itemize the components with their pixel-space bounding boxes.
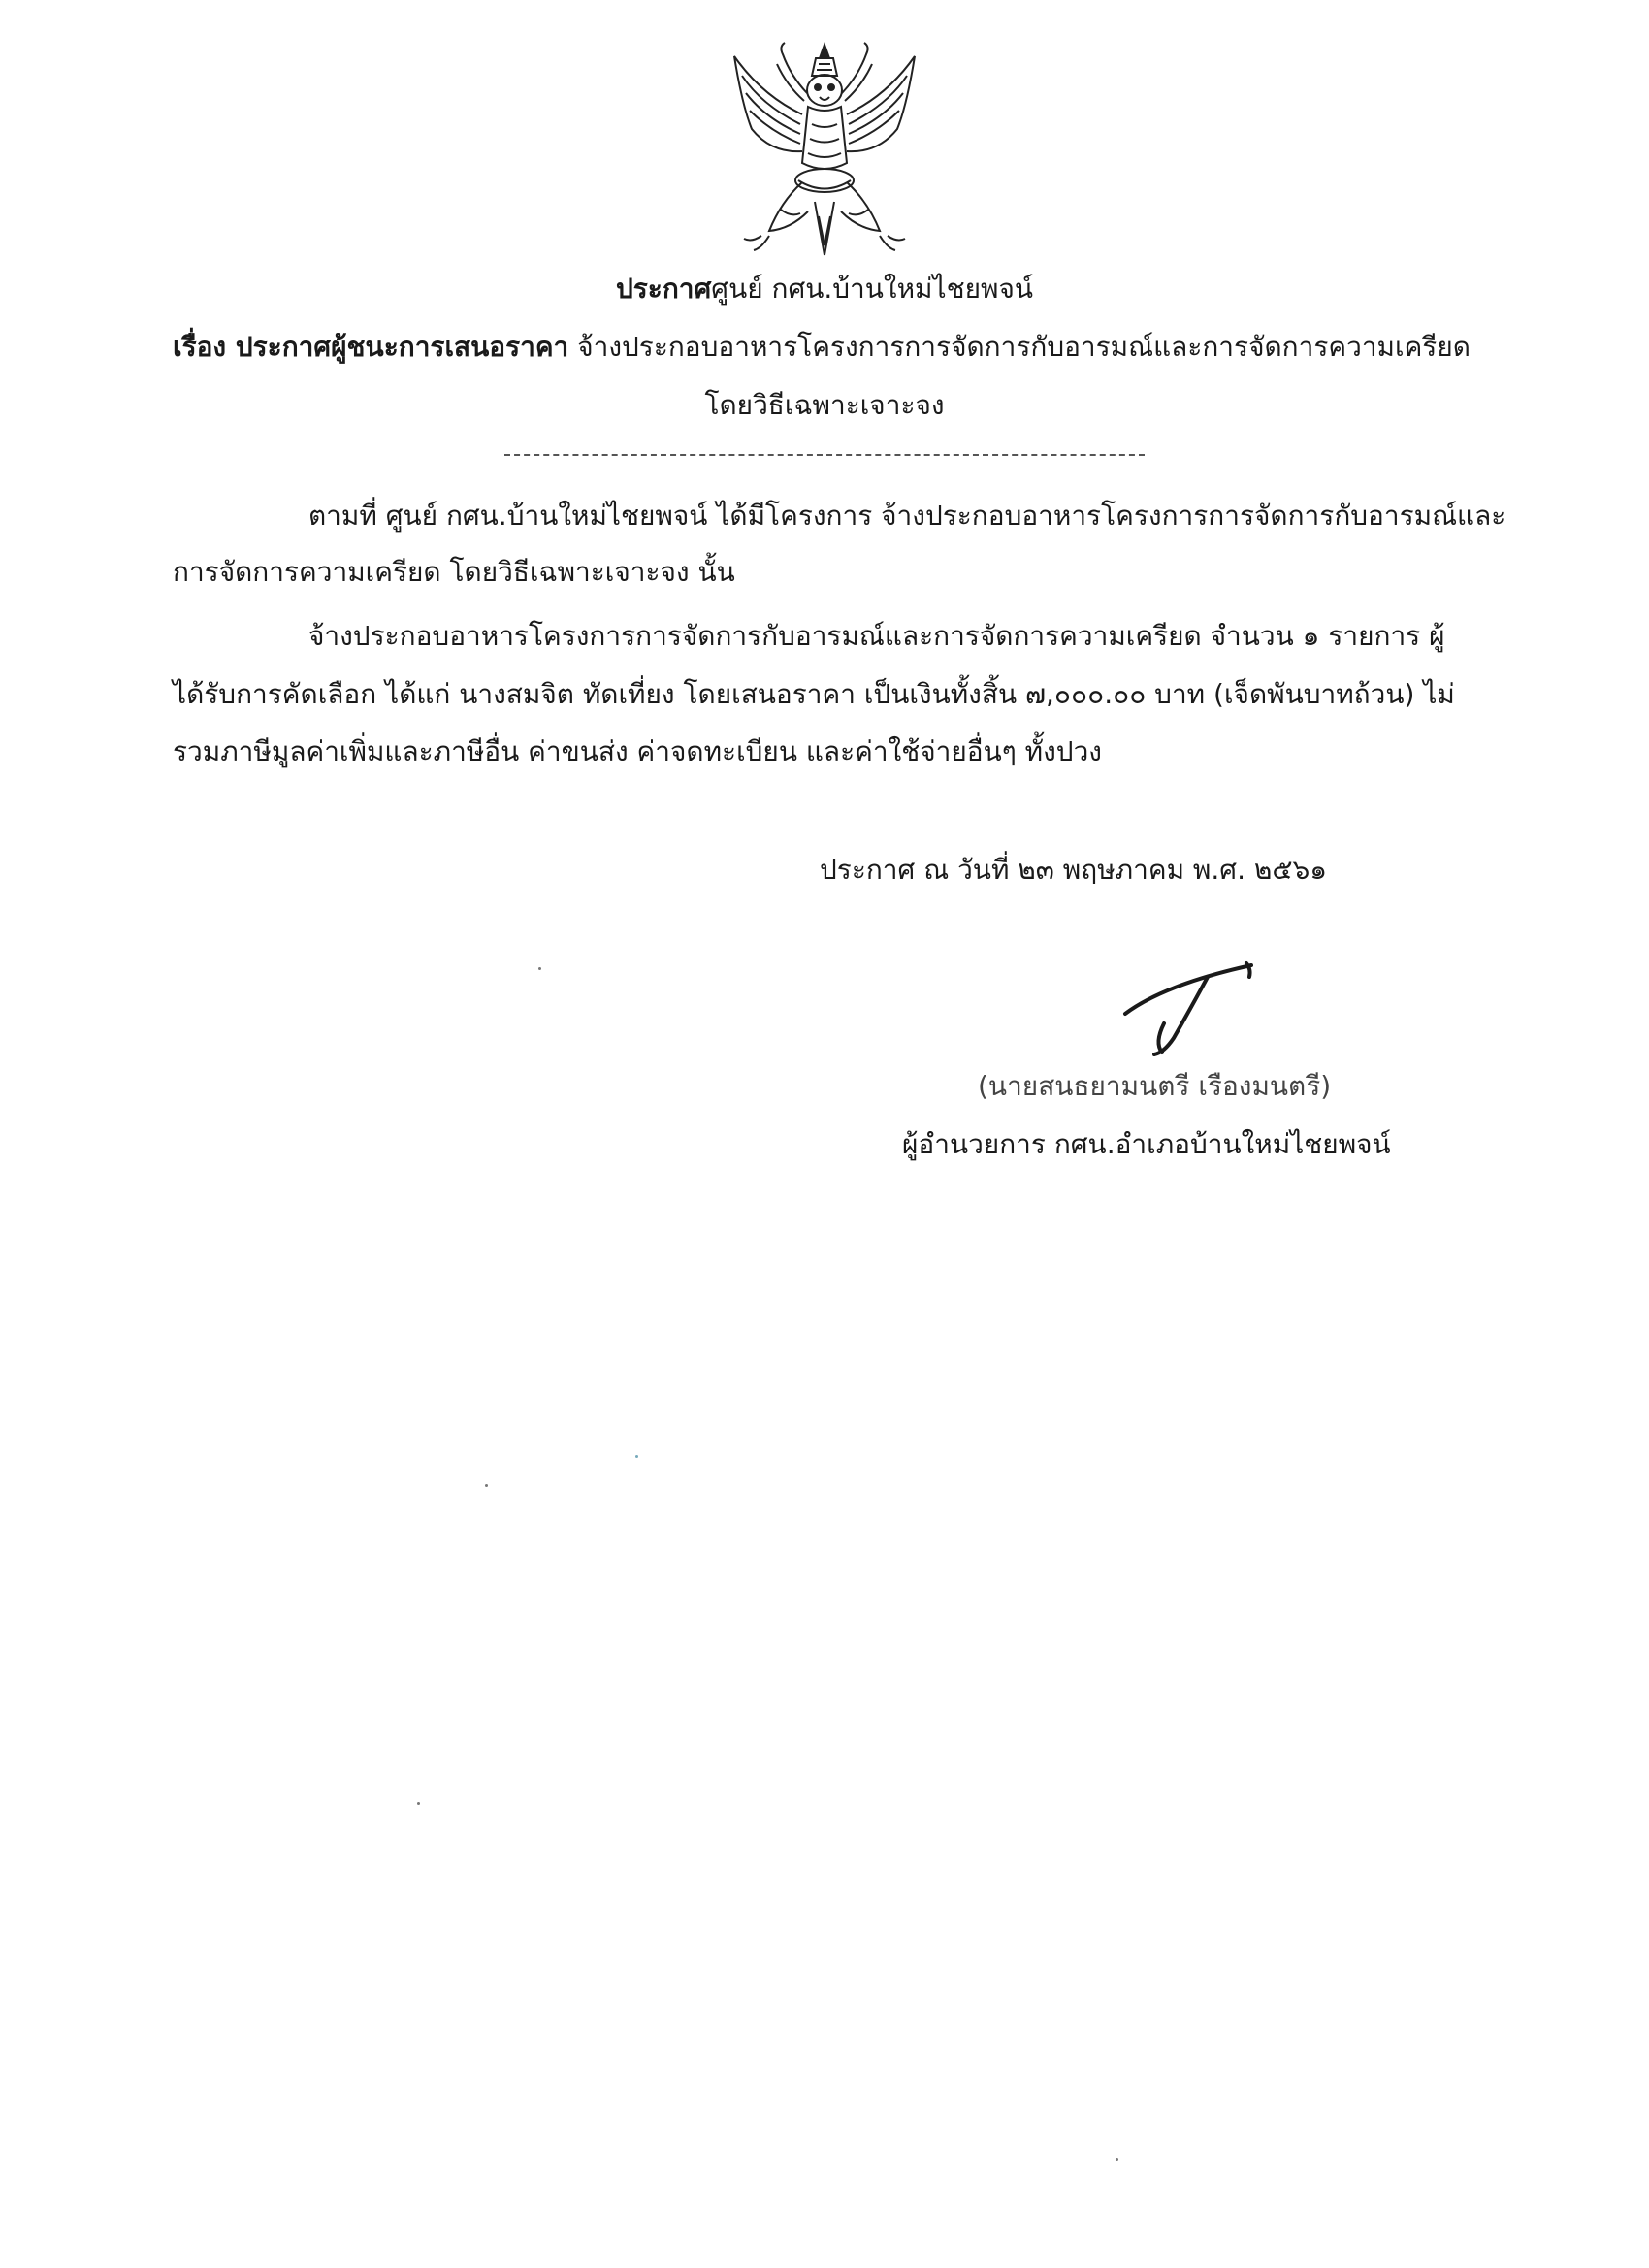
scan-speck (417, 1802, 420, 1805)
subject-method: โดยวิธีเฉพาะเจาะจง (704, 389, 945, 421)
announcement-title (0, 270, 1649, 308)
signatory-position: ผู้อำนวยการ กศน.อำเภอบ้านใหม่ไชยพจน์ (902, 1128, 1391, 1160)
para2-line2: ได้รับการคัดเลือก ได้แก่ นางสมจิต ทัดเที่ยง โดยเสนอราคา เป็นเงินทั้งสิ้น ๗,๐๐๐.๐๐ บาท (เจ็ดพันบาทถ้วน) ไม่ (173, 678, 1455, 710)
title-prefix: ประกาศ (615, 273, 712, 305)
divider (504, 454, 1145, 456)
para1-line1: ตามที่ ศูนย์ กศน.บ้านใหม่ไชยพจน์ ได้มีโครงการ จ้างประกอบอาหารโครงการการจัดการกับอารมณ์และ (308, 500, 1506, 532)
para2-line1: จ้างประกอบอาหารโครงการการจัดการกับอารมณ์และการจัดการความเครียด จำนวน ๑ รายการ ผู้ (308, 620, 1445, 652)
subject-label: เรื่อง ประกาศผู้ชนะการเสนอราคา (173, 331, 569, 363)
announcement-date: ประกาศ ณ วันที่ ๒๓ พฤษภาคม พ.ศ. ๒๕๖๑ (820, 854, 1328, 886)
scan-speck (485, 1484, 488, 1487)
para2-line3: รวมภาษีมูลค่าเพิ่มและภาษีอื่น ค่าขนส่ง ค่าจดทะเบียน และค่าใช้จ่ายอื่นๆ ทั้งปวง (173, 735, 1102, 767)
handwritten-signature-icon (1106, 956, 1271, 1062)
subject-text: จ้างประกอบอาหารโครงการการจัดการกับอารมณ์และการจัดการความเครียด (577, 331, 1471, 363)
scan-speck (635, 1455, 638, 1458)
title-org: ศูนย์ กศน.บ้านใหม่ไชยพจน์ (711, 273, 1034, 305)
scan-speck (538, 967, 541, 970)
scan-speck (1116, 2158, 1118, 2161)
subject-line (173, 328, 1471, 367)
signatory-name: (นายสนธยามนตรี เรืองมนตรี) (978, 1070, 1332, 1102)
para1-line2: การจัดการความเครียด โดยวิธีเฉพาะเจาะจง นั้น (173, 556, 735, 588)
garuda-emblem-icon (723, 37, 926, 265)
